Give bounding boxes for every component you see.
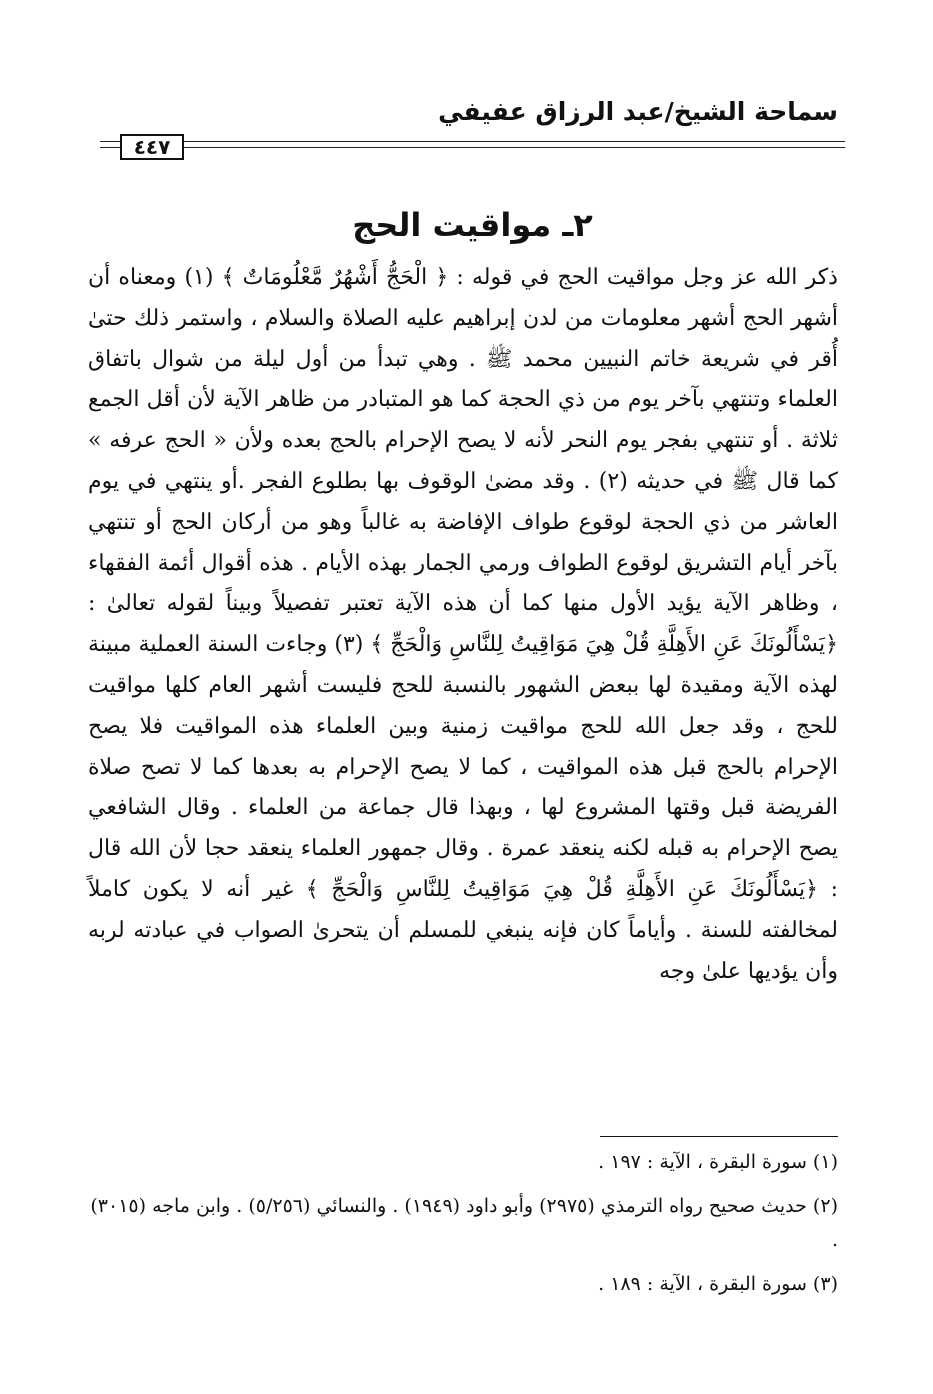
running-header-title: سماحة الشيخ/عبد الرزاق عفيفي bbox=[438, 97, 838, 126]
header-rule-line bbox=[100, 147, 845, 148]
footnote-1: (١) سورة البقرة ، الآية : ١٩٧ . bbox=[598, 1151, 838, 1173]
section-heading: ٢ـ مواقيت الحج bbox=[352, 206, 593, 244]
body-paragraph: ذكر الله عز وجل مواقيت الحج في قوله : ﴿ الْحَجُّ أَشْهُرٌ مَّعْلُومَاتٌ ﴾ (١) ومعناه أن أشهر الحج أشهر معلومات من لدن إبراهيم عليه الصلاة والسلام ، واستمر ذلك حتىٰ أُقر في شريعة خاتم النبيين محمد ﷺ . وهي تبدأ من أول ليلة من شوال باتفاق العلماء وتنتهي بآخر يوم من ذي الحجة كما هو المتبادر من ظاهر الآية لأن أقل الجمع ثلاثة . أو تنتهي بفجر يوم النحر لأنه لا يصح الإحرام بالحج بعده ولأن « الحج عرفه » كما قال ﷺ في حديثه (٢) . وقد مضىٰ الوقوف بها بطلوع الفجر .أو ينتهي في يوم العاشر من ذي الحجة لوقوع طواف الإفاضة به غالباً وهو من أركان الحج أو تنتهي بآخر أيام التشريق لوقوع الطواف ورمي الجمار بهذه الأيام . هذه أقوال أئمة الفقهاء ، وظاهر الآية يؤيد الأول منها كما أن هذه الآية تعتبر تفصيلاً وبيناً لقوله تعالىٰ : ﴿يَسْأَلُونَكَ عَنِ الأَهِلَّةِ قُلْ هِيَ مَوَاقِيتُ لِلنَّاسِ وَالْحَجِّ ﴾ (٣) وجاءت السنة العملية مبينة لهذه الآية ومقيدة لها ببعض الشهور بالنسبة للحج فليست أشهر العام كلها مواقيت للحج ، وقد جعل الله للحج مواقيت زمنية وبين العلماء هذه المواقيت فلا يصح الإحرام بالحج قبل هذه المواقيت ، كما لا يصح الإحرام به بعدها كما لا تصح صلاة الفريضة قبل وقتها المشروع لها ، وبهذا قال جماعة من العلماء . وقال الشافعي يصح الإحرام به قبله لكنه ينعقد عمرة . وقال جمهور العلماء ينعقد حجا لأن الله قال : ﴿يَسْأَلُونَكَ عَنِ الأَهِلَّةِ قُلْ هِيَ مَوَاقِيتُ لِلنَّاسِ وَالْحَجِّ ﴾ غير أنه لا يكون كاملاً لمخالفته للسنة . وأياماً كان فإنه ينبغي للمسلم أن يتحرىٰ الصواب في عبادته لربه وأن يؤديها علىٰ وجه bbox=[88, 265, 838, 984]
footnote-3: (٣) سورة البقرة ، الآية : ١٨٩ . bbox=[598, 1273, 838, 1295]
page-number: ٤٤٧ bbox=[120, 134, 184, 160]
footnote-2: (٢) حديث صحيح رواه الترمذي (٢٩٧٥) وأبو داود (١٩٤٩) . والنسائي (٥/٢٥٦) . وابن ماجه (٣٠١٥) . bbox=[90, 1195, 838, 1251]
header-rule-line bbox=[100, 141, 845, 142]
footnote-divider bbox=[600, 1136, 838, 1137]
header-rule bbox=[100, 134, 845, 158]
footnotes bbox=[88, 1145, 838, 1311]
